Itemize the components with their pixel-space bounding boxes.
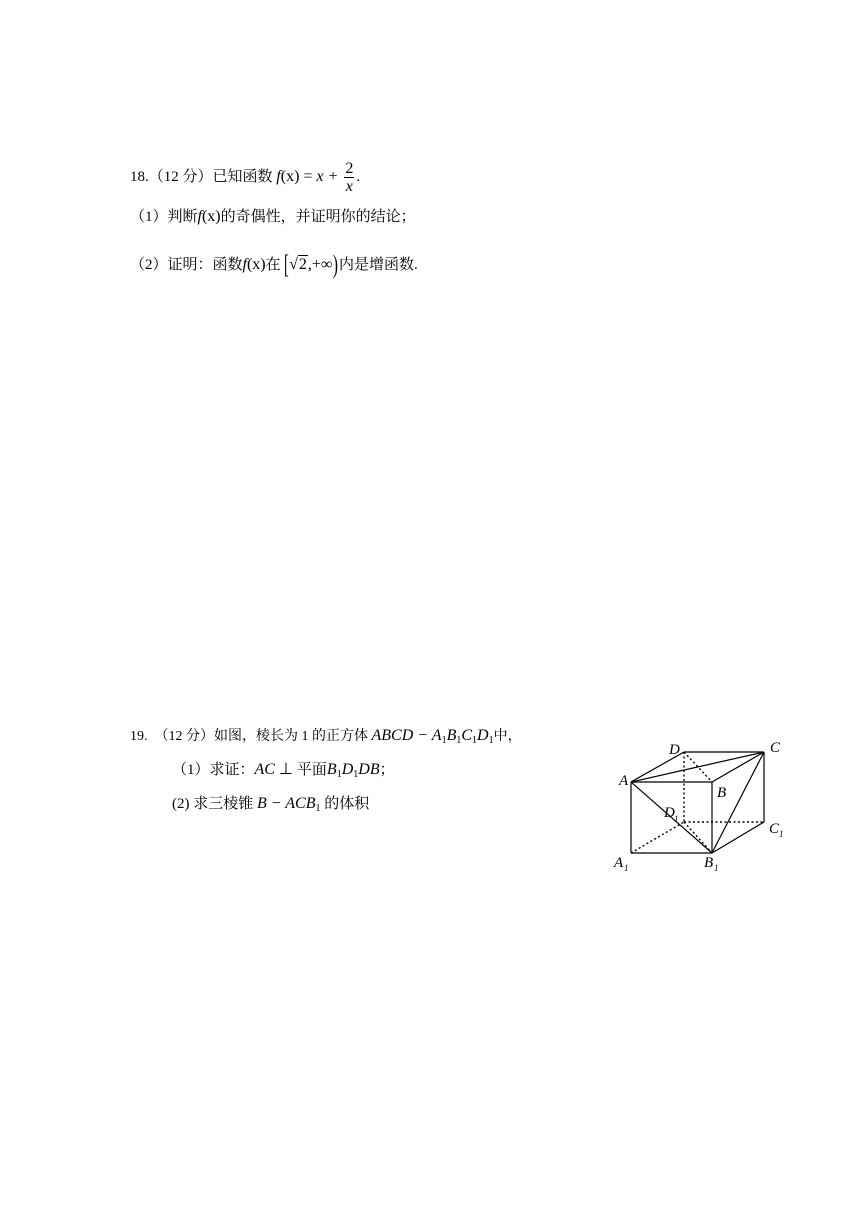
q18-func-arg: (x) — [280, 167, 300, 185]
q19-part2-sub: 1 — [315, 803, 321, 814]
q18-part1-arg: (x) — [201, 208, 221, 225]
q18-sqrt: √2 — [289, 256, 307, 273]
label-b1: B — [704, 855, 714, 871]
label-c1: C — [769, 821, 780, 837]
q18-number: 18. — [130, 168, 149, 185]
q19-cube-sub1: 1 — [441, 735, 447, 746]
q19-cube-name: ABCD − A — [371, 727, 442, 744]
q18-part1-label: （1）判断 — [130, 209, 198, 225]
cube-figure — [600, 730, 800, 880]
label-c: C — [770, 740, 781, 756]
q18-interval-open-bracket: [ — [284, 250, 290, 279]
label-b: B — [717, 785, 727, 801]
q18-part1 — [130, 207, 416, 227]
q18-line1 — [130, 160, 360, 195]
q19-part1-sub2: 1 — [353, 769, 359, 780]
q19-cube-sub2: 1 — [456, 735, 462, 746]
q19-tail: 中， — [493, 729, 522, 744]
q19-part1-end: ； — [379, 762, 395, 778]
q18-part2 — [130, 250, 418, 279]
q18-part2-mid: 在 — [265, 257, 281, 273]
q19-part1-perp: ⊥ — [274, 761, 297, 778]
q18-part2-func: f — [242, 256, 247, 273]
hidden-a1-d1 — [631, 822, 684, 853]
q19-cube-sub3: 1 — [472, 735, 478, 746]
label-c1-sub: 1 — [779, 829, 784, 839]
q18-intro: 已知函数 — [212, 168, 273, 185]
q19-points: （12 分） — [154, 729, 214, 744]
q18-part2-label: （2）证明：函数 — [130, 257, 243, 273]
q19-number: 19. — [130, 729, 148, 744]
q18-frac-denominator: x — [345, 178, 353, 195]
diag-a-c — [631, 752, 764, 782]
q18-sqrt-radicand: 2 — [298, 256, 307, 273]
q19-part2-expr: B − ACB — [257, 795, 316, 812]
q19-cube-b: B — [446, 727, 457, 744]
q18-part2-text: 内是增函数. — [338, 257, 418, 273]
q19-part1 — [172, 760, 395, 785]
label-d1-sub: 1 — [674, 814, 679, 824]
q19-cube-d: D — [477, 727, 489, 744]
q18-func-name: f — [276, 167, 281, 185]
q18-points: （12 分） — [148, 168, 213, 185]
q19-line1 — [130, 726, 522, 751]
q18-part2-arg: (x) — [246, 256, 266, 273]
q19-part2 — [172, 794, 369, 819]
q18-interval-close-paren: ) — [333, 250, 339, 279]
q19-part1-sub1: 1 — [336, 769, 342, 780]
q18-fraction — [344, 160, 354, 195]
q18-period: . — [356, 168, 361, 185]
label-d1: D — [664, 805, 675, 821]
q19-part1-b: B — [326, 761, 337, 778]
q18-part1-func: f — [197, 208, 202, 225]
q19-cube-sub4: 1 — [488, 735, 494, 746]
q18-frac-numerator: 2 — [345, 160, 354, 177]
label-d: D — [669, 742, 680, 758]
q19-part1-d: D — [341, 761, 354, 778]
q18-interval-tail: ,+∞ — [307, 256, 333, 273]
q19-intro: 如图，棱长为 1 的正方体 — [214, 729, 368, 744]
q18-equals: = — [299, 167, 317, 185]
q18-x-plus: x + — [316, 167, 343, 185]
hidden-d1-b1 — [684, 822, 712, 853]
q19-part2-label: (2) 求三棱锥 — [172, 796, 254, 812]
q19-part2-text: 的体积 — [320, 796, 370, 812]
q18-part1-text: 的奇偶性，并证明你的结论； — [220, 209, 416, 225]
q19-part1-plane: 平面 — [296, 762, 327, 778]
q19-part1-ac: AC — [254, 761, 275, 778]
label-a1-sub: 1 — [624, 863, 629, 873]
label-a: A — [619, 773, 629, 789]
label-b1-sub: 1 — [714, 863, 719, 873]
q19-part1-label: （1）求证： — [172, 762, 255, 778]
q19-part1-db: DB — [358, 761, 380, 778]
label-a1: A — [614, 855, 624, 871]
q19-cube-c: C — [461, 727, 473, 744]
